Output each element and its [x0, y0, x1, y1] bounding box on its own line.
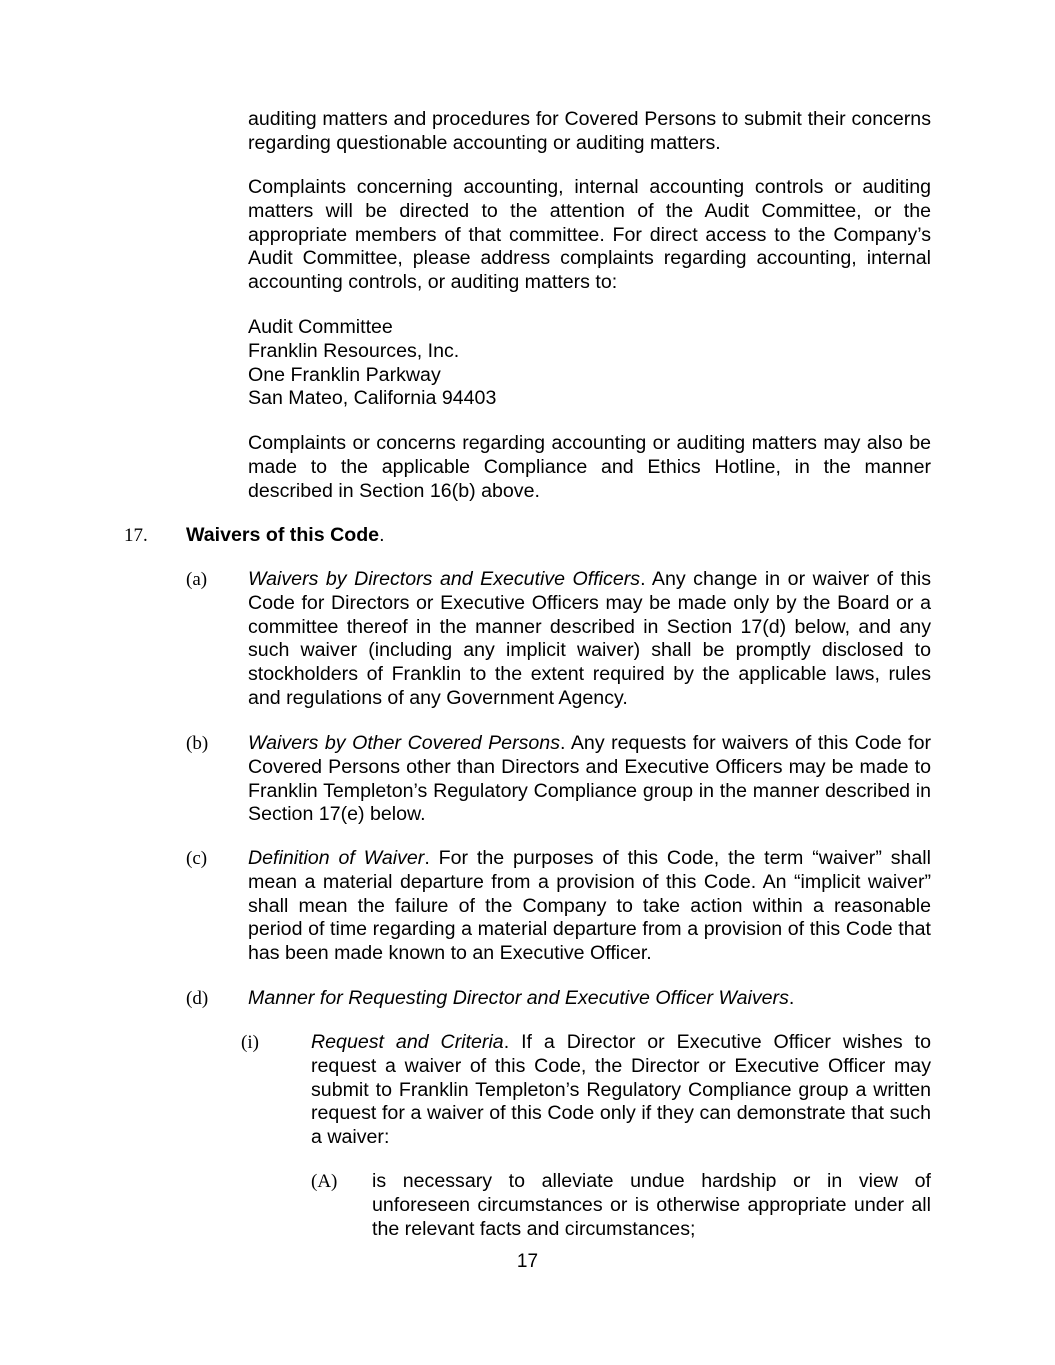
- address-line: San Mateo, California 94403: [248, 387, 497, 410]
- item-text: . For the purposes of this Code, the term “waiver” shall mean a material departure from a provision of this Code. An “implicit waiver” shall mean the failure of the Company to take action within a reasonable period of time regarding a material departure from a provision of this Code that has been made known to an Executive Officer.: [248, 847, 932, 965]
- subsubitem-A-paragraph: is necessary to alleviate undue hardship or in view of unforeseen circumstances or is otherwise appropriate under all the relevant facts and circumstances;: [372, 1170, 931, 1240]
- item-heading: Manner for Requesting Director and Executive Officer Waivers: [248, 987, 789, 1009]
- subsubitem-label: (A): [311, 1171, 338, 1192]
- paragraph-complaints: Complaints concerning accounting, internal accounting controls or auditing matters will be directed to the attention of the Audit Committee, or the appropriate members of that committee. For direct access to the Company’s Audit Committee, please address complaints regarding accounting, internal accounting controls, or auditing matters to:: [248, 176, 931, 294]
- section-title: Waivers of this Code: [186, 524, 380, 546]
- paragraph-continuation: auditing matters and procedures for Covered Persons to submit their concerns regarding questionable accounting or auditing matters.: [248, 108, 931, 154]
- page-number: 17: [516, 1251, 539, 1272]
- section-title-period: .: [379, 524, 385, 546]
- item-label: (c): [186, 848, 208, 869]
- item-text: . Any change in or waiver of this Code for Directors or Executive Officers may be made only by the Board or a committee thereof in the manner described in Section 17(d) below, and any such waiver (including any implicit waiver) shall be promptly disclosed to stockholders of Franklin to the extent required by the applicable laws, rules and regulations of any Government Agency.: [248, 568, 932, 709]
- subitem-i-paragraph: [311, 1031, 931, 1150]
- item-text: . Any requests for waivers of this Code for Covered Persons other than Directors and Executive Officers may be made to Franklin Templeton’s Regulatory Compliance group in the manner described in Section 17(e) below.: [248, 732, 931, 826]
- item-label: (d): [186, 988, 209, 1009]
- item-c-paragraph: [248, 847, 931, 966]
- subitem-label: (i): [241, 1032, 259, 1053]
- item-b-paragraph: [248, 732, 931, 827]
- address-block: [248, 316, 931, 411]
- address-line: Audit Committee: [248, 316, 393, 338]
- item-d-paragraph: [248, 987, 931, 1011]
- section-heading: [186, 524, 385, 548]
- address-line: One Franklin Parkway: [248, 363, 441, 386]
- address-line: Franklin Resources, Inc.: [248, 339, 460, 362]
- item-heading: Waivers by Directors and Executive Officers: [248, 568, 641, 590]
- item-heading: Waivers by Other Covered Persons: [248, 732, 560, 754]
- item-heading: Definition of Waiver: [248, 847, 425, 869]
- subitem-text: . If a Director or Executive Officer wishes to request a waiver of this Code, the Director or Executive Officer may submit to Franklin Templeton’s Regulatory Compliance group a written request for a waiver of this Code only if they can demonstrate that such a waiver:: [311, 1031, 931, 1149]
- paragraph-hotline: Complaints or concerns regarding accounting or auditing matters may also be made to the applicable Compliance and Ethics Hotline, in the manner described in Section 16(b) above.: [248, 432, 931, 502]
- subitem-heading: Request and Criteria: [311, 1031, 504, 1053]
- item-text: .: [788, 987, 795, 1009]
- item-label: (b): [186, 733, 209, 754]
- section-number: 17.: [124, 525, 148, 546]
- item-label: (a): [186, 569, 208, 590]
- item-a-paragraph: [248, 568, 931, 711]
